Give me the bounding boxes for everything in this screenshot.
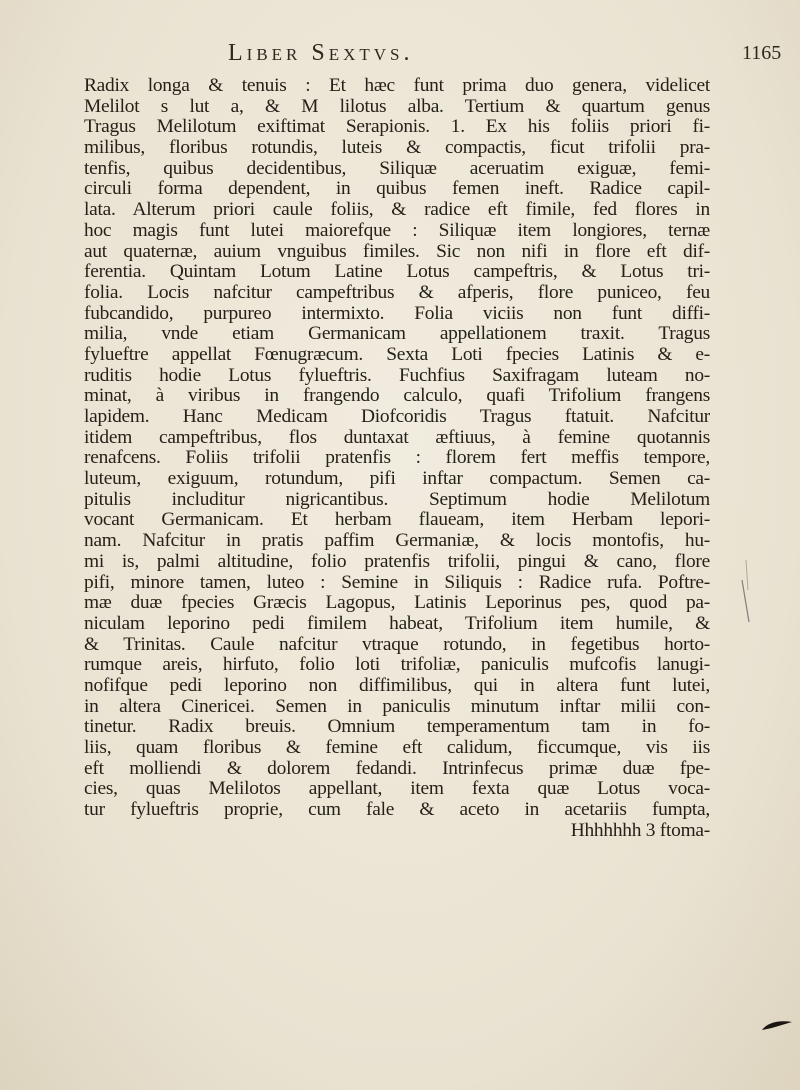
text-line: itidem campeftribus, flos duntaxat æftiuus, à femine quotannis <box>84 427 710 448</box>
text-line: luteum, exiguum, rotundum, pifi inftar compactum. Semen ca- <box>84 469 710 490</box>
text-line: lapidem. Hanc Medicam Diofcoridis Tragus ftatuit. Nafcitur <box>84 407 710 427</box>
text-line: mi is, palmi altitudine, folio pratenfis trifolii, pingui & cano, flore <box>84 551 710 572</box>
text-line: niculam leporino pedi fimilem habeat, Trifolium item humile, & <box>84 613 710 634</box>
text-line: cies, quas Melilotos appellant, item fexta quæ Lotus voca- <box>84 779 710 800</box>
page-header <box>0 40 800 70</box>
text-line: nam. Nafcitur in pratis paffim Germaniæ, & locis montofis, hu- <box>84 531 710 552</box>
text-line: renafcens. Foliis trifolii pratenfis : florem fert meffis tempore, <box>84 448 710 469</box>
text-line: fubcandido, purpureo intermixto. Folia viciis non funt diffi- <box>84 303 710 324</box>
text-line: aut quaternæ, auium vnguibus fimiles. Sic non nifi in flore eft dif- <box>84 241 710 262</box>
text-line: eft molliendi & dolorem fedandi. Intrinfecus primæ duæ fpe- <box>84 758 710 779</box>
text-line: ferentia. Quintam Lotum Latine Lotus campeftris, & Lotus tri- <box>84 262 710 283</box>
text-line: Radix longa & tenuis : Et hæc funt prima duo genera, videlicet <box>84 76 710 96</box>
text-line: pifi, minore tamen, luteo : Semine in Siliquis : Radice rufa. Poftre- <box>84 572 710 593</box>
text-line: rumque areis, hirfuto, folio loti trifoliæ, paniculis mufcofis lanugi- <box>84 655 710 676</box>
text-line: lata. Alterum priori caule foliis, & radice eft fimile, fed flores in <box>84 200 710 221</box>
text-line: milibus, floribus rotundis, luteis & compactis, ficut trifolii pra- <box>84 138 710 159</box>
text-line: folia. Locis nafcitur campeftribus & afperis, flore puniceo, feu <box>84 282 710 303</box>
text-line: pitulis includitur nigricantibus. Septimum hodie Melilotum <box>84 489 710 510</box>
ink-blot-mark <box>760 1018 794 1032</box>
text-line: ruditis hodie Lotus fylueftris. Fuchfius Saxifragam luteam no- <box>84 365 710 386</box>
text-line: mæ duæ fpecies Græcis Lagopus, Latinis Leporinus pes, quod pa- <box>84 593 710 614</box>
text-line: nofifque pedi leporino non diffimilibus, qui in altera funt lutei, <box>84 675 710 696</box>
text-line: tinetur. Radix breuis. Omnium temperamentum tam in fo- <box>84 717 710 738</box>
text-line: circuli forma dependent, in quibus femen ineft. Radice capil- <box>84 179 710 200</box>
text-line: & Trinitas. Caule nafcitur vtraque rotundo, in fegetibus horto- <box>84 634 710 655</box>
text-line: Tragus Melilotum exiftimat Serapionis. 1. Ex his foliis priori fi- <box>84 117 710 138</box>
body-text <box>84 76 710 841</box>
text-line: minat, à viribus in frangendo calculo, quafi Trifolium frangens <box>84 386 710 407</box>
margin-stain-mark <box>740 560 780 1080</box>
text-line: in altera Cinericei. Semen in paniculis minutum inftar milii con- <box>84 696 710 717</box>
text-line: hoc magis funt lutei maiorefque : Siliquæ item longiores, ternæ <box>84 220 710 241</box>
text-line: liis, quam floribus & femine eft calidum, ficcumque, vis iis <box>84 738 710 758</box>
text-line: milia, vnde etiam Germanicam appellationem traxit. Tragus <box>84 324 710 345</box>
running-head: Liber Sextvs. <box>228 40 414 66</box>
text-line: tur fylueftris proprie, cum fale & aceto in acetariis fumpta, <box>84 800 710 821</box>
text-line: vocant Germanicam. Et herbam flaueam, item Herbam lepori- <box>84 510 710 531</box>
text-line: fylueftre appellat Fœnugræcum. Sexta Loti fpecies Latinis & e- <box>84 344 710 365</box>
page-number: 1165 <box>742 42 782 64</box>
text-line: Melilot s lut a, & M lilotus alba. Tertium & quartum genus <box>84 96 710 117</box>
text-line: tenfis, quibus decidentibus, Siliquæ aceruatim exiguæ, femi- <box>84 158 710 179</box>
text-line: Hhhhhhh 3 ftoma- <box>570 820 710 841</box>
